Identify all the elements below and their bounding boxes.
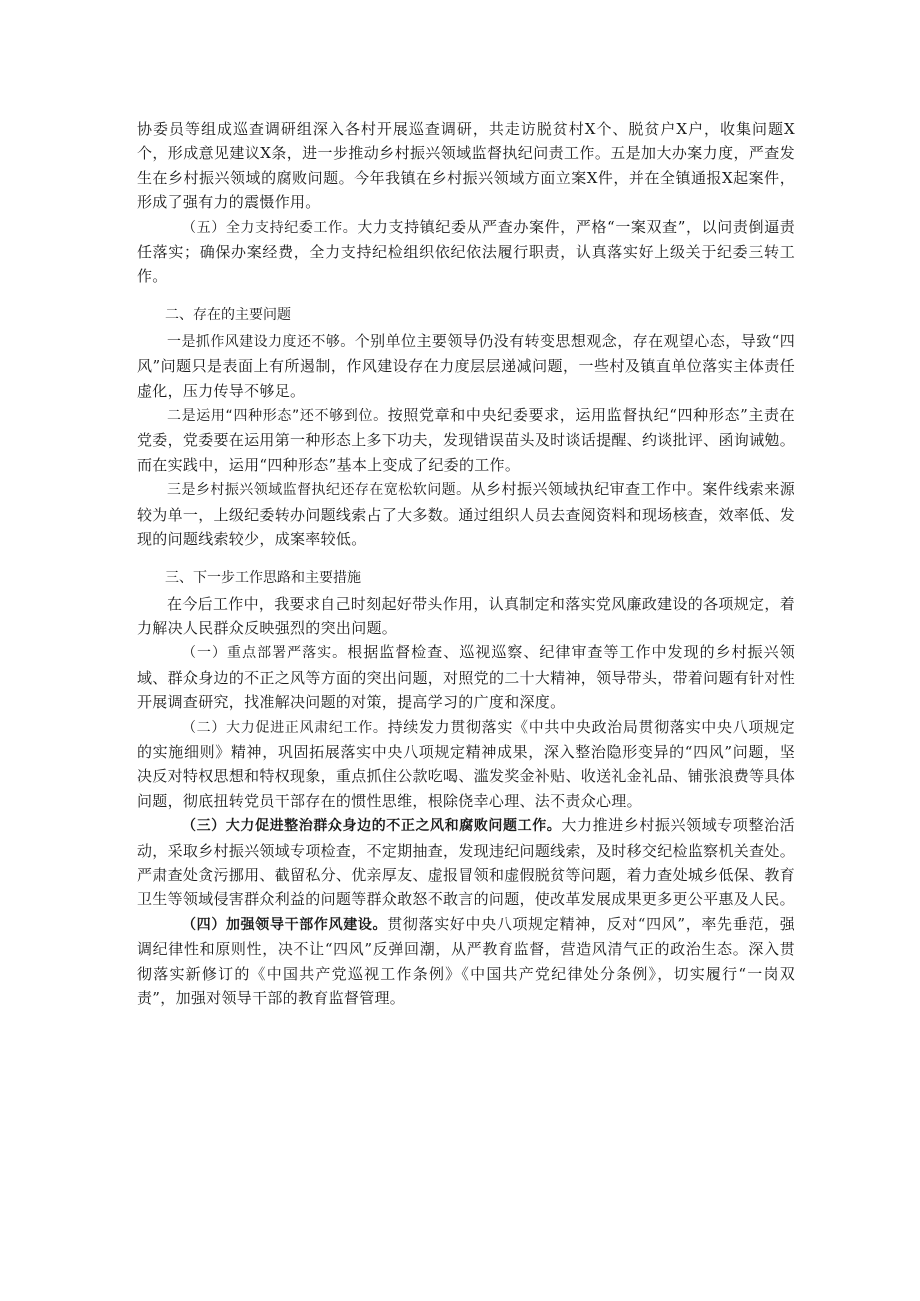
- section-heading-main-problems: 二、存在的主要问题: [165, 306, 291, 323]
- paragraph-body: 从乡村振兴领域执纪审查工作中。案件线索来源较为单一，上级纪委转办问题线索占了大多数。通过组织人员去查阅资料和现场核查，效率低、发现的问题线索较少，成案率较低。: [137, 480, 795, 549]
- paragraph-body: 持续发力贯彻落实《中共中央政治局贯彻落实中央八项规定的实施细则》精神，巩固拓展落实中央八项规定精神成果，深入整治隐形变异的“四风”问题，坚决反对特权思想和特权现象，重点抓住公款吃喝、滥发奖金补贴、收送礼金礼品、铺张浪费等具体问题，彻底扭转党员干部存在的惯性思维，根除侥幸心理、法不责众心理。: [137, 717, 795, 810]
- paragraph-lead: 二是运用“四种形态”还不够到位。: [167, 408, 388, 425]
- paragraph-lead: （五）全力支持纪委工作。: [182, 219, 358, 236]
- paragraph-lead: 三是乡村振兴领域监督执纪还存在宽松软问题。: [167, 482, 471, 499]
- paragraph-body: 贯彻落实好中央八项规定精神，反对“四风”，率先垂范，强调纪律性和原则性，决不让“四风”反弹回潮，从严教育监督，营造风清气正的政治生态。深入贯彻落实新修订的《中国共产党巡视工作条例》《中国共产党纪律处分条例》，切实履行“一岗双责”，加强对领导干部的教育监督管理。: [137, 914, 795, 1007]
- document-page: [137, 117, 795, 1010]
- paragraph-continuation: 协委员等组成巡查调研组深入各村开展巡查调研，共走访脱贫村X个、脱贫户X户，收集问题X个，形成意见建议X条，进一步推动乡村振兴领域监督执纪问责工作。五是加大办案力度，严查发生在乡村振兴领域的腐败问题。今年我镇在乡村振兴领域方面立案X件，并在全镇通报X起案件，形成了强有力的震慑作用。: [137, 120, 795, 212]
- paragraph-body: 大力支持镇纪委从严查办案件，严格“一案双查”，以问责倒逼责任落实；确保办案经费，全力支持纪检组织依纪依法履行职责，认真落实好上级关于纪委三转工作。: [137, 217, 795, 286]
- paragraph-lead: （一）重点部署严落实。: [182, 645, 348, 662]
- paragraph-body: 个别单位主要领导仍没有转变思想观念，存在观望心态，导致“四风”问题只是表面上有所遏制，作风建设存在力度层层递减问题，一些村及镇直单位落实主体责任虚化，压力传导不够足。: [137, 331, 795, 400]
- paragraph-measure-1: [137, 640, 795, 714]
- paragraph-lead: （二）大力促进正风肃纪工作。: [182, 719, 388, 736]
- paragraph-next-steps-intro: 在今后工作中，我要求自己时刻起好带头作用，认真制定和落实党风廉政建设的各项规定，着力解决人民群众反映强烈的突出问题。: [137, 594, 795, 637]
- paragraph-problem-3: [137, 477, 795, 551]
- paragraph-body: 根据监督检查、巡视巡察、纪律审查等工作中发现的乡村振兴领域、群众身边的不正之风等方面的突出问题，对照党的二十大精神，领导带头，带着问题有针对性开展调查研究，找准解决问题的对策，提高学习的广度和深度。: [137, 643, 795, 712]
- paragraph-support-discipline-commission: [137, 215, 795, 289]
- section-heading-next-steps: 三、下一步工作思路和主要措施: [165, 569, 361, 586]
- paragraph-problem-1: [137, 329, 795, 403]
- paragraph-measure-2: [137, 715, 795, 814]
- paragraph-lead: （四）加强领导干部作风建设。: [182, 916, 388, 933]
- paragraph-measure-3: [137, 813, 795, 912]
- paragraph-body: 按照党章和中央纪委要求，运用监督执纪“四种形态”主责在党委，党委要在运用第一种形态上多下功夫，发现错误苗头及时谈话提醒、约谈批评、函询诫勉。而在实践中，运用“四种形态”基本上变成了纪委的工作。: [137, 406, 795, 474]
- paragraph-lead: （三）大力促进整治群众身边的不正之风和腐败问题工作。: [182, 818, 562, 835]
- paragraph-problem-2: [137, 403, 795, 477]
- paragraph-lead: 一是抓作风建设力度还不够。: [167, 333, 355, 350]
- paragraph-body: 大力推进乡村振兴领域专项整治活动，采取乡村振兴领域专项检查，不定期抽查，发现违纪问题线索，及时移交纪检监察机关查处。严肃查处贪污挪用、截留私分、优亲厚友、虚报冒领和虚假脱贫等问题，着力查处城乡低保、教育卫生等领域侵害群众利益的问题等群众敢怒不敢言的问题，使改革发展成果更多更公平惠及人民。: [137, 816, 795, 909]
- paragraph-measure-4: [137, 912, 795, 1011]
